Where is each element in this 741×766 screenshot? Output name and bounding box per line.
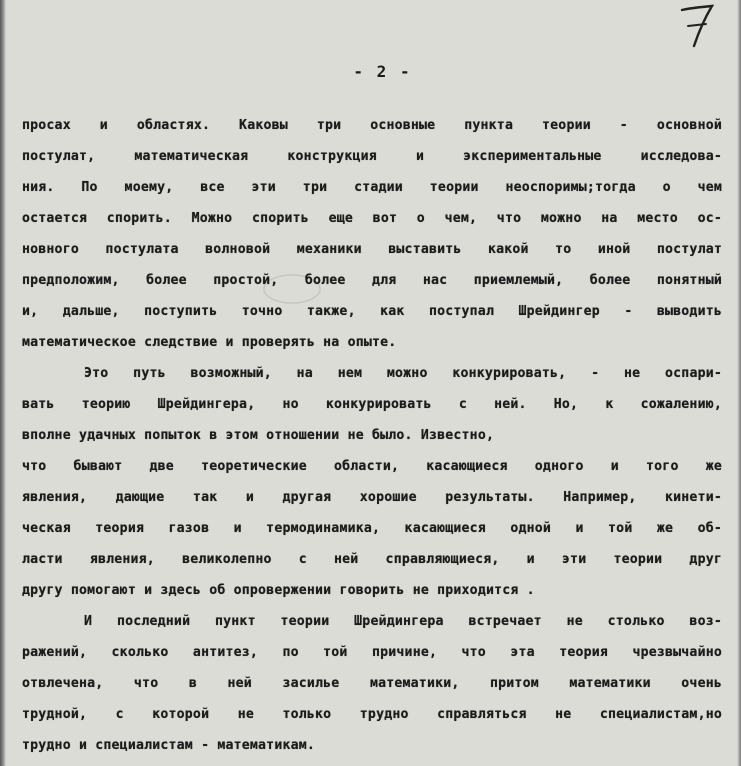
handwritten-page-number [676, 2, 716, 48]
text-line: другу помогают и здесь об опровержении говорить не приходится . [22, 583, 535, 598]
text-line: математическое следствие и проверять на опыте. [22, 335, 397, 350]
text-line: отвлечена, что в ней засилье математики, притом математики очень [22, 676, 722, 691]
text-line: вать теорию Шрейдингера, но конкурировать с ней. Но, к сожалению, [22, 397, 722, 412]
text-line: и, дальше, поступить точно также, как поступал Шрейдингер - выводить [22, 304, 722, 319]
text-line: ражений, сколько антитез, по той причине, что эта теория чрезвычайно [22, 645, 722, 660]
scan-edge-left [0, 0, 6, 766]
text-line: что бывают две теоретические области, касающиеся одного и того же [22, 459, 722, 474]
text-line: трудной, с которой не только трудно справляться не специалистам,но [22, 707, 722, 722]
text-line: вполне удачных попыток в этом отношении не было. Известно, [22, 428, 495, 443]
text-line: просах и областях. Каковы три основные пункта теории - основной [22, 118, 722, 133]
text-line: ческая теория газов и термодинамика, касающиеся одной и той же об- [22, 521, 722, 536]
text-line: трудно и специалистам - математикам. [22, 738, 316, 753]
text-line: постулат, математическая конструкция и экспериментальные исследова- [22, 149, 722, 164]
page-header: - 2 - [353, 62, 412, 81]
text-line: ния. По моему, все эти три стадии теории неоспоримы;тогда о чем [22, 180, 722, 195]
text-line: предположим, более простой, более для нас приемлемый, более понятный [22, 273, 722, 288]
text-line: новного постулата волновой механики выставить какой то иной постулат [22, 242, 722, 257]
paragraph-start-line: И последний пункт теории Шрейдингера встречает не столько воз- [84, 614, 722, 629]
body-text [22, 110, 722, 761]
paragraph-start-line: Это путь возможный, на нем можно конкурировать, - не оспари- [84, 366, 722, 381]
text-line: остается спорить. Можно спорить еще вот о чем, что можно на место ос- [22, 211, 722, 226]
text-line: явления, дающие так и другая хорошие результаты. Например, кинети- [22, 490, 722, 505]
scan-edge-right [737, 0, 741, 766]
text-line: ласти явления, великолепно с ней справляющиеся, и эти теории друг [22, 552, 722, 567]
